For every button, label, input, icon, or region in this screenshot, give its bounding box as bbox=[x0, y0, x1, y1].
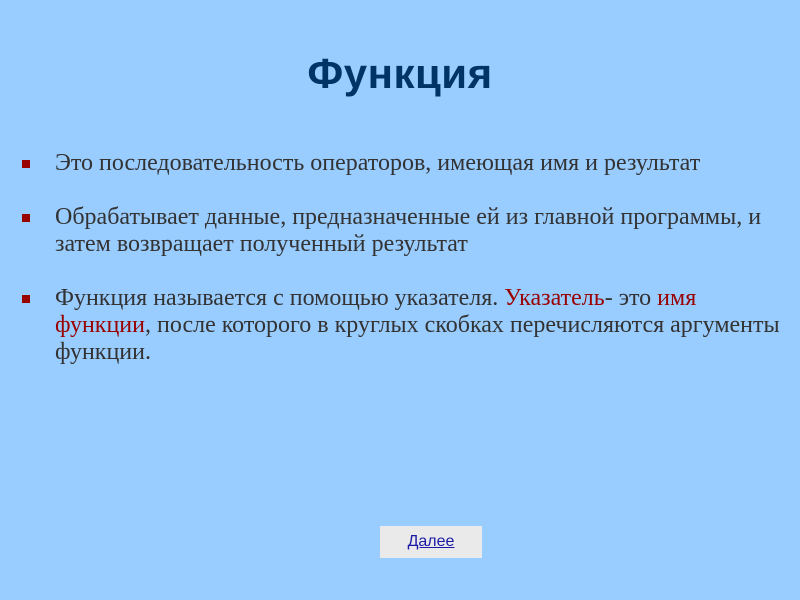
highlight-pointer: Указатель bbox=[504, 285, 605, 311]
square-bullet-icon bbox=[22, 160, 30, 168]
highlight-function-name: имя функции bbox=[55, 285, 697, 338]
slide-title: Функция bbox=[307, 50, 493, 97]
bullet-text-1: Это последовательность операторов, имеющая имя и результат bbox=[55, 150, 701, 176]
bullet-text-2: Обрабатывает данные, предназначенные ей из главной программы, и затем возвращает полученный результат bbox=[55, 204, 762, 257]
square-bullet-icon bbox=[22, 295, 30, 303]
bullet-item-2 bbox=[22, 204, 782, 258]
next-button[interactable]: Далее bbox=[380, 526, 482, 558]
bullet-item-1 bbox=[22, 150, 782, 177]
square-bullet-icon bbox=[22, 214, 30, 222]
bullet-item-3 bbox=[22, 285, 782, 366]
bullet-text-3-part2: - это bbox=[604, 285, 658, 311]
bullet-list bbox=[22, 150, 782, 366]
bullet-text-3-part1: Функция называется с помощью указателя. bbox=[55, 285, 505, 311]
bullet-text-3-part3: , после которого в круглых скобках перечисляются аргументы функции. bbox=[55, 312, 780, 365]
